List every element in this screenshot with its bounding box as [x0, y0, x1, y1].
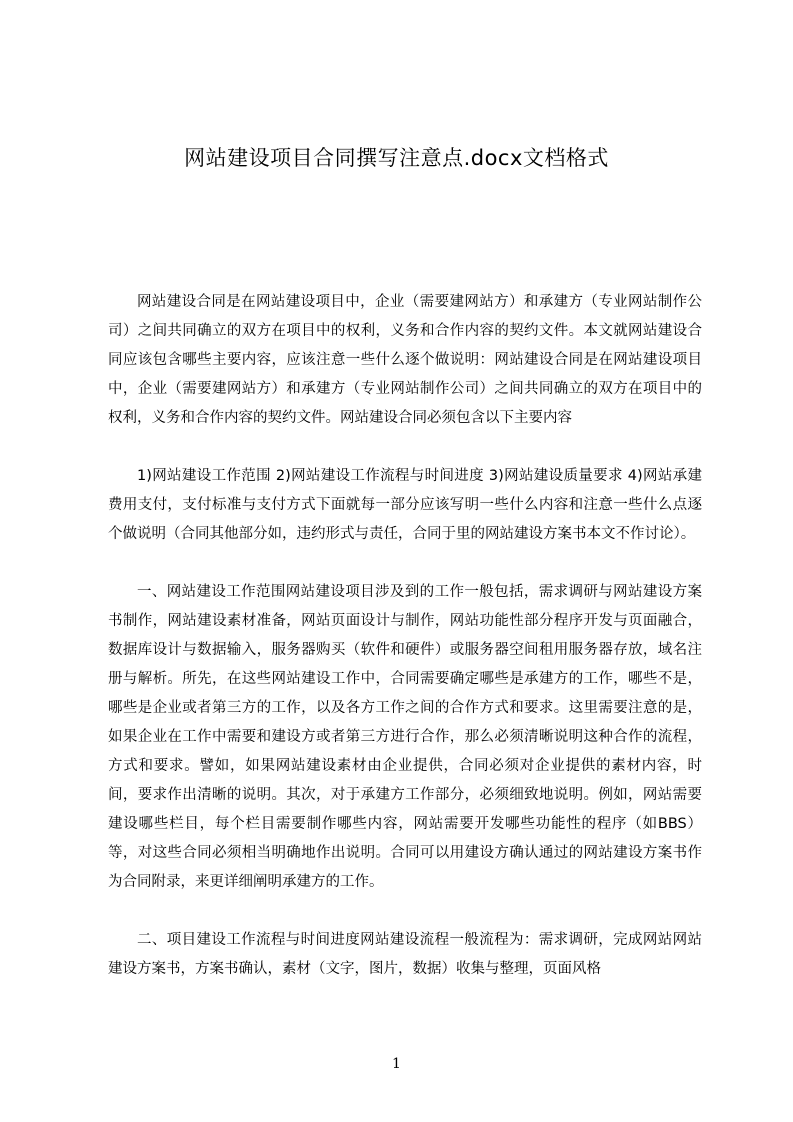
document-title: 网站建设项目合同撰写注意点.docx文档格式 — [184, 146, 609, 170]
paragraph-section-1: 一、网站建设工作范围网站建设项目涉及到的工作一般包括，需求调研与网站建设方案书制作，网站建设素材准备，网站页面设计与制作，网站功能性部分程序开发与页面融合，数据库设计与数据输入，服务器购买（软件和硬件）或服务器空间租用服务器存放，域名注册与解析。所先，在这些网站建设工作中，合同需要确定哪些是承建方的工作，哪些不是，哪些是企业或者第三方的工作，以及各方工作之间的合作方式和要求。这里需要注意的是，如果企业在工作中需要和建设方或者第三方进行合作，那么必须清晰说明这种合作的流程，方式和要求。譬如，如果网站建设素材由企业提供，合同必须对企业提供的素材内容，时间，要求作出清晰的说明。其次，对于承建方工作部分，必须细致地说明。例如，网站需要建设哪些栏目，每个栏目需要制作哪些内容，网站需要开发哪些功能性的程序（如BBS）等，对这些合同必须相当明确地作出说明。合同可以用建设方确认通过的网站建设方案书作为合同附录，来更详细阐明承建方的工作。 — [108, 584, 702, 890]
paragraph-contents-list: 1)网站建设工作范围 2)网站建设工作流程与时间进度 3)网站建设质量要求 4)网站承建费用支付，支付标准与支付方式下面就每一部分应该写明一些什么内容和注意一些什么点逐个做说明（合同其他部分如，违约形式与责任，合同于里的网站建设方案书本文不作讨论）。 — [108, 468, 702, 542]
paragraph-intro: 网站建设合同是在网站建设项目中，企业（需要建网站方）和承建方（专业网站制作公司）之间共同确立的双方在项目中的权利，义务和合作内容的契约文件。本文就网站建设合同应该包含哪些主要内容，应该注意一些什么逐个做说明：网站建设合同是在网站建设项目中，企业（需要建网站方）和承建方（专业网站制作公司）之间共同确立的双方在项目中的权利，义务和合作内容的契约文件。网站建设合同必须包含以下主要内容 — [108, 294, 702, 426]
paragraph-section-2: 二、项目建设工作流程与时间进度网站建设流程一般流程为：需求调研，完成网站网站建设方案书，方案书确认，素材（文字，图片，数据）收集与整理，页面风格 — [108, 932, 702, 977]
document-body — [108, 288, 702, 1013]
page-number: 1 — [392, 1056, 401, 1072]
